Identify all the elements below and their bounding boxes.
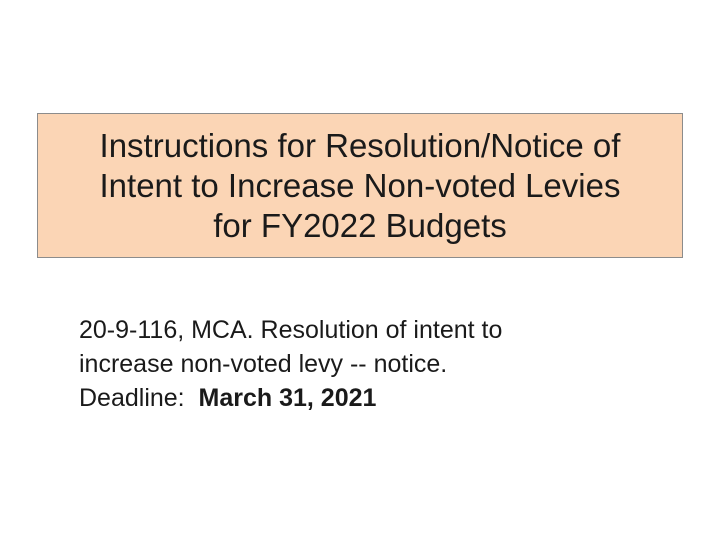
- statute-description-line: increase non-voted levy -- notice.: [79, 350, 448, 378]
- title-line-3: for FY2022 Budgets: [213, 206, 507, 244]
- deadline-label: Deadline:: [79, 384, 199, 412]
- title-box: [37, 113, 683, 258]
- deadline-line: [79, 381, 679, 415]
- title-line-1: Instructions for Resolution/Notice of: [99, 126, 621, 164]
- body-text: [79, 313, 679, 415]
- statute-line: 20-9-116, MCA. Resolution of intent to: [79, 316, 503, 344]
- deadline-value: March 31, 2021: [198, 384, 377, 412]
- title-line-2: Intent to Increase Non-voted Levies: [99, 166, 621, 204]
